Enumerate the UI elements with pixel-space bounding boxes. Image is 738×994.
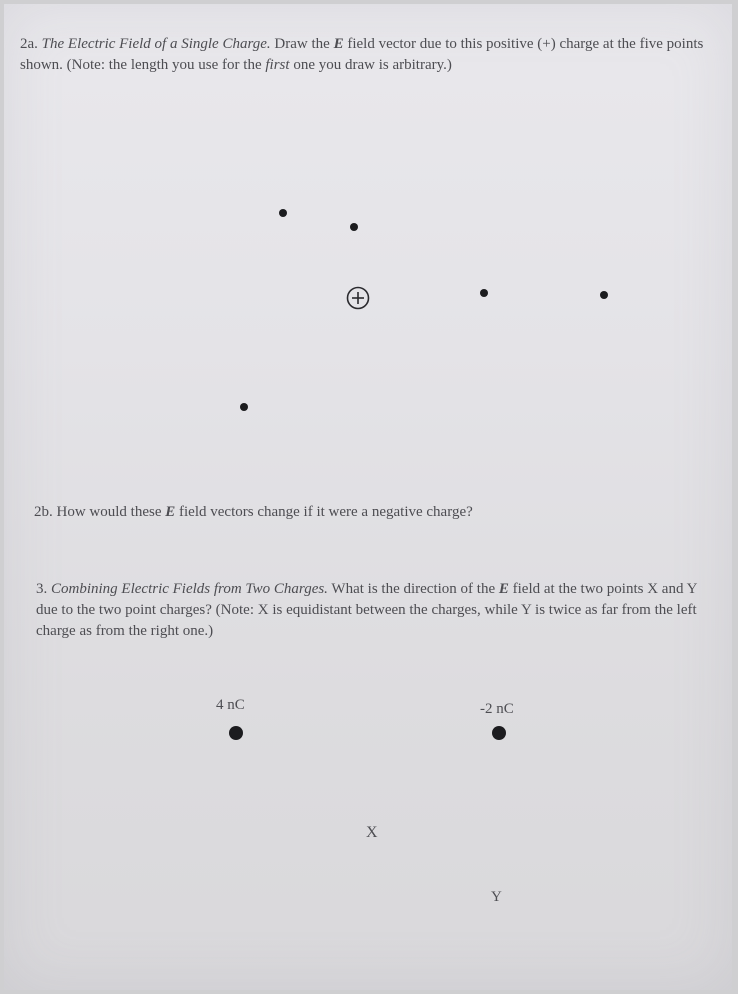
question-2b-text-1: 2b. How would these: [34, 504, 162, 520]
charge-right-label: -2 nC: [480, 701, 514, 717]
field-point-2: [350, 223, 358, 231]
point-y-label: Y: [491, 889, 502, 905]
field-point-1: [279, 209, 287, 217]
question-2a-number: 2a.: [20, 36, 38, 52]
question-2b: [34, 502, 714, 523]
e-field-symbol: E: [498, 581, 509, 597]
question-2a-text-1: Draw the: [274, 36, 330, 52]
question-3-text-2: field at the two points X and Y due to the two point charges? (Note: X is equidistant between the charges, while Y is twice as far from the left charge as from the right one.): [36, 581, 697, 639]
question-2a: [20, 34, 720, 76]
field-point-4: [600, 291, 608, 299]
question-2a-first-word: first: [265, 57, 290, 73]
question-2b-text-2: field vectors change if it were a negative charge?: [179, 504, 473, 520]
question-2a-text-3: one you draw is arbitrary.): [293, 57, 452, 73]
charge-left-label: 4 nC: [216, 697, 245, 713]
positive-charge-icon: [345, 285, 371, 311]
charge-right: [492, 726, 506, 740]
question-3-number: 3.: [36, 581, 48, 597]
question-2a-text-2: field vector due to this positive (+) charge at the five points shown. (Note: the length you use for the: [20, 36, 704, 73]
question-2a-title: The Electric Field of a Single Charge.: [41, 36, 271, 52]
e-field-symbol: E: [165, 504, 176, 520]
question-3: [36, 579, 716, 642]
e-field-symbol: E: [333, 36, 344, 52]
point-x-label: X: [366, 824, 378, 841]
field-point-3: [480, 289, 488, 297]
question-3-text-1: What is the direction of the: [331, 581, 496, 597]
question-3-title: Combining Electric Fields from Two Charges.: [51, 581, 328, 597]
field-point-5: [240, 403, 248, 411]
worksheet-page: [4, 4, 732, 990]
charge-left: [229, 726, 243, 740]
